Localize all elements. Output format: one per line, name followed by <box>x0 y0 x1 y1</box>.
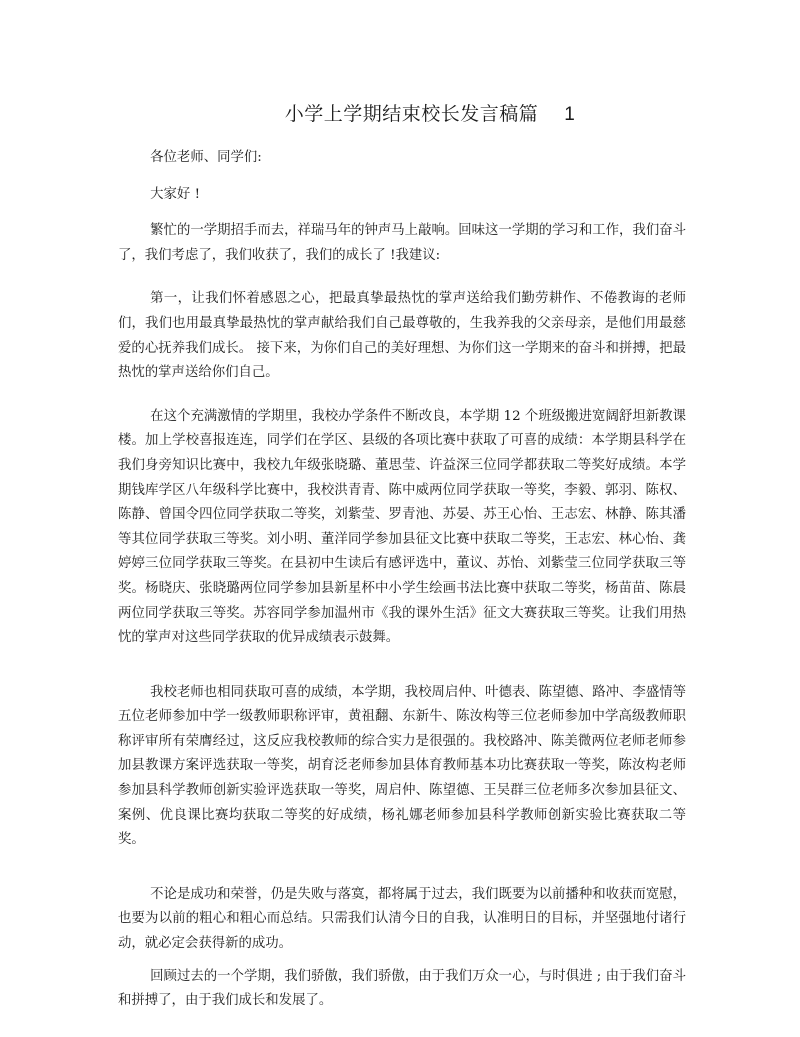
paragraph: 我校老师也相同获取可喜的成绩，本学期，我校周启仲、叶德表、陈望德、路冲、李盛情等五位老师参加中学一级教师职称评审，黄祖翻、东新牛、陈汝构等三位老师参加中学高级教师职称评审所有荣膺经过，这反应我校教师的综合实力是很强的。我校路冲、陈美微两位老师老师参加县教课方案评选获取一等奖，胡育泛老师参加县体育教师基本功比赛获取一等奖，陈汝构老师参加县科学教师创新实验评选获取一等奖，周启仲、陈望德、王吴群三位老师多次参加县征文、案例、优良课比赛均获取二等奖的好成绩，杨礼娜老师参加县科学教师创新实验比赛获取二等奖。 <box>118 684 686 848</box>
page-title <box>0 100 800 129</box>
title-text: 小学上学期结束校长发言稿篇 <box>284 103 539 125</box>
title-number: 1 <box>564 104 576 125</box>
paragraph: 在这个充满激情的学期里，我校办学条件不断改良，本学期 12 个班级搬进宽阔舒坦新教课楼。加上学校喜报连连，同学们在学区、县级的各项比赛中获取了可喜的成绩：本学期县科学在我们身旁知识比赛中，我校九年级张晓璐、董思莹、许益深三位同学都获取二等奖好成绩。本学期钱库学区八年级科学比赛中，我校洪青青、陈中威两位同学获取一等奖，李毅、郭羽、陈权、陈静、曾国令四位同学获取二等奖，刘紫莹、罗青池、苏晏、苏王心怡、王志宏、林静、陈其潘等其位同学获取三等奖。刘小明、董洋同学参加县征文比赛中获取二等奖，王志宏、林心怡、龚婷婷三位同学获取三等奖。在县初中生读后有感评选中，董议、苏怡、刘紫莹三位同学获取三等奖。杨晓庆、张晓璐两位同学参加县新星杯中小学生绘画书法比赛中获取二等奖，杨苗苗、陈晨两位同学获取三等奖。苏容同学参加温州市《我的课外生活》征文大赛获取三等奖。让我们用热忱的掌声对这些同学获取的优异成绩表示鼓舞。 <box>118 408 686 646</box>
paragraph: 不论是成功和荣誉，仍是失败与落寞，都将属于过去，我们既要为以前播种和收获而宽慰，也要为以前的粗心和粗心而总结。只需我们认清今日的自我，认准明日的目标，并坚强地付诸行动，就必定会获得新的成功。 <box>118 886 686 952</box>
paragraph: 回顾过去的一个学期，我们骄傲，我们骄傲，由于我们万众一心，与时俱进 ; 由于我们奋斗和拼搏了，由于我们成长和发展了。 <box>118 968 686 1009</box>
hello: 大家好 ! <box>150 186 200 202</box>
paragraph: 繁忙的一学期招手而去，祥瑞马年的钟声马上敲响。回味这一学期的学习和工作，我们奋斗了，我们考虑了，我们收获了，我们的成长了 !我建议: <box>118 223 686 263</box>
document-body <box>118 146 686 1014</box>
greeting: 各位老师、同学们: <box>150 150 262 165</box>
paragraph: 第一，让我们怀着感恩之心，把最真挚最热忱的掌声送给我们勤劳耕作、不倦教诲的老师们，我们也用最真挚最热忱的掌声献给我们自己最尊敬的，生我养我的父亲母亲，是他们用最慈爱的心抚养我们成长。 接下来，为你们自己的美好理想、为你们这一学期来的奋斗和拼搏，把最热忱的掌声送给你们自己。 <box>118 291 686 381</box>
